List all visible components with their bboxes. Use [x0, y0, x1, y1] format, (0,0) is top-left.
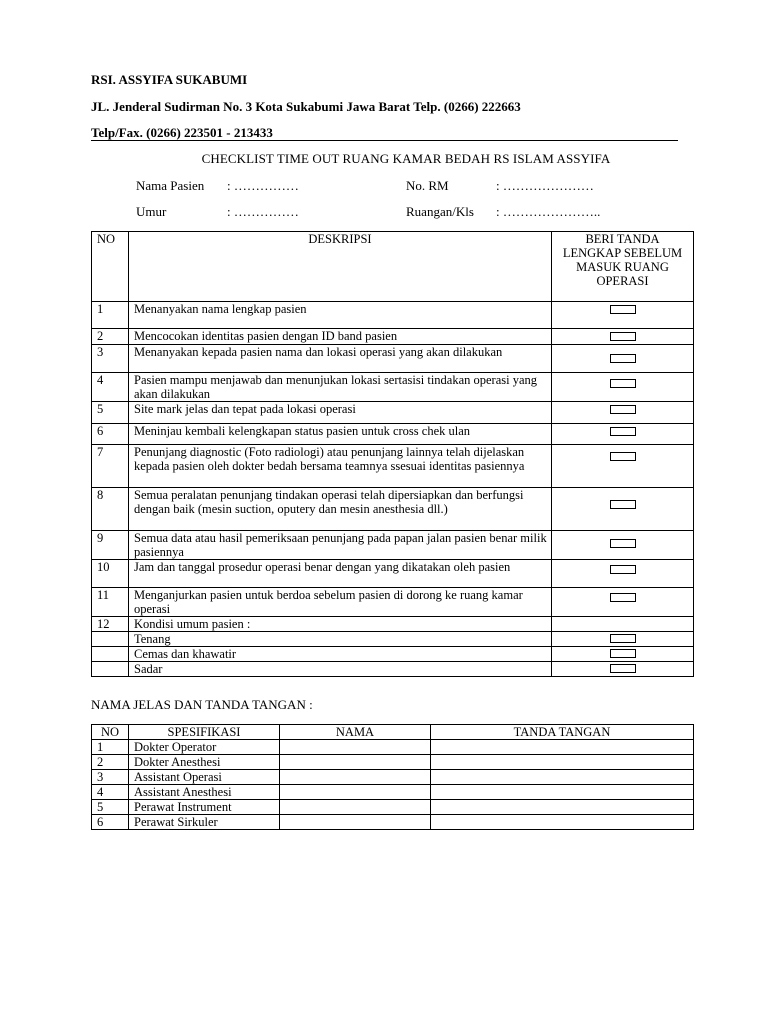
col-desc-header: DESKRIPSI: [129, 232, 552, 302]
table-row: [92, 560, 694, 588]
col-no-header: NO: [92, 232, 129, 302]
row-spec: Dokter Anesthesi: [129, 755, 280, 770]
row-no: 11: [92, 588, 129, 617]
checklist-header-row: [92, 232, 694, 302]
checkbox[interactable]: [610, 565, 636, 574]
checkbox[interactable]: [610, 664, 636, 673]
table-row: [92, 445, 694, 488]
col-name-header: NAMA: [280, 725, 431, 740]
table-row: [92, 632, 694, 647]
checkbox[interactable]: [610, 305, 636, 314]
row-desc: Site mark jelas dan tepat pada lokasi operasi: [129, 402, 552, 424]
table-row: [92, 647, 694, 662]
no-rm-label: No. RM: [406, 178, 449, 193]
checkbox[interactable]: [610, 379, 636, 388]
signature-header-row: [92, 725, 694, 740]
row-desc: Menanyakan nama lengkap pasien: [129, 302, 552, 329]
col-sign-header: TANDA TANGAN: [431, 725, 694, 740]
row-no: 8: [92, 488, 129, 531]
ruangan-label: Ruangan/Kls: [406, 204, 474, 219]
table-row: [92, 755, 694, 770]
row-no: 1: [92, 302, 129, 329]
name-field[interactable]: [280, 800, 431, 815]
row-desc: Semua data atau hasil pemeriksaan penunjang pada papan jalan pasien benar milik pasiennya: [129, 531, 552, 560]
row-no: 7: [92, 445, 129, 488]
row-no: 2: [92, 755, 129, 770]
row-no: 5: [92, 402, 129, 424]
row-no: 5: [92, 800, 129, 815]
table-row: [92, 329, 694, 345]
row-desc: Meninjau kembali kelengkapan status pasien untuk cross chek ulan: [129, 424, 552, 445]
table-row: [92, 662, 694, 677]
name-field[interactable]: [280, 815, 431, 830]
kondisi-option: Cemas dan khawatir: [129, 647, 552, 662]
row-no: 4: [92, 373, 129, 402]
row-desc: Kondisi umum pasien :: [129, 617, 552, 632]
signature-field[interactable]: [431, 740, 694, 755]
col-no-header: NO: [92, 725, 129, 740]
nama-pasien-label: Nama Pasien: [136, 178, 205, 193]
checkbox[interactable]: [610, 539, 636, 548]
row-no: 9: [92, 531, 129, 560]
signature-heading: NAMA JELAS DAN TANDA TANGAN :: [91, 697, 313, 712]
table-row: [92, 373, 694, 402]
row-no: 3: [92, 345, 129, 373]
signature-field[interactable]: [431, 815, 694, 830]
checkbox[interactable]: [610, 405, 636, 414]
hospital-name: RSI. ASSYIFA SUKABUMI: [91, 72, 248, 87]
row-desc: Pasien mampu menjawab dan menunjukan lokasi sertasisi tindakan operasi yang akan dilakukan: [129, 373, 552, 402]
table-row: [92, 424, 694, 445]
table-row: [92, 402, 694, 424]
table-row: [92, 488, 694, 531]
hospital-phone: Telp/Fax. (0266) 223501 - 213433: [91, 125, 273, 140]
table-row: [92, 740, 694, 755]
row-no: 12: [92, 617, 129, 632]
umur-label: Umur: [136, 204, 167, 219]
checklist-table: [91, 231, 694, 677]
row-desc: Menanyakan kepada pasien nama dan lokasi operasi yang akan dilakukan: [129, 345, 552, 373]
nama-pasien-field[interactable]: : ……………: [227, 178, 299, 193]
checkbox[interactable]: [610, 593, 636, 602]
row-spec: Perawat Instrument: [129, 800, 280, 815]
no-rm-field[interactable]: : …………………: [496, 178, 594, 193]
table-row: [92, 800, 694, 815]
umur-field[interactable]: : ……………: [227, 204, 299, 219]
name-field[interactable]: [280, 770, 431, 785]
table-row: [92, 785, 694, 800]
row-no: 6: [92, 815, 129, 830]
row-no: 3: [92, 770, 129, 785]
checkbox[interactable]: [610, 452, 636, 461]
col-mark-header: BERI TANDA LENGKAP SEBELUM MASUK RUANG OPERASI: [552, 232, 694, 302]
row-spec: Assistant Anesthesi: [129, 785, 280, 800]
row-desc: Menganjurkan pasien untuk berdoa sebelum pasien di dorong ke ruang kamar operasi: [129, 588, 552, 617]
checkbox[interactable]: [610, 354, 636, 363]
checkbox[interactable]: [610, 649, 636, 658]
table-row: [92, 531, 694, 560]
signature-field[interactable]: [431, 800, 694, 815]
name-field[interactable]: [280, 740, 431, 755]
col-spec-header: SPESIFIKASI: [129, 725, 280, 740]
row-desc: Mencocokan identitas pasien dengan ID band pasien: [129, 329, 552, 345]
hospital-address: JL. Jenderal Sudirman No. 3 Kota Sukabumi Jawa Barat Telp. (0266) 222663: [91, 99, 521, 114]
row-desc: Jam dan tanggal prosedur operasi benar dengan yang dikatakan oleh pasien: [129, 560, 552, 588]
table-row: [92, 815, 694, 830]
checkbox[interactable]: [610, 332, 636, 341]
row-no: 2: [92, 329, 129, 345]
table-row: [92, 302, 694, 329]
row-desc: Penunjang diagnostic (Foto radiologi) atau penunjang lainnya telah dijelaskan kepada pasien oleh dokter bedah bersama teamnya ssesuai identitas pasiennya: [129, 445, 552, 488]
table-row: [92, 588, 694, 617]
name-field[interactable]: [280, 785, 431, 800]
document-title: CHECKLIST TIME OUT RUANG KAMAR BEDAH RS ISLAM ASSYIFA: [201, 151, 611, 166]
signature-field[interactable]: [431, 770, 694, 785]
ruangan-field[interactable]: : …………………..: [496, 204, 601, 219]
row-no: 10: [92, 560, 129, 588]
header-divider: [91, 140, 678, 141]
row-no: 4: [92, 785, 129, 800]
checkbox[interactable]: [610, 427, 636, 436]
row-spec: Perawat Sirkuler: [129, 815, 280, 830]
row-no: 6: [92, 424, 129, 445]
row-no: 1: [92, 740, 129, 755]
table-row: [92, 345, 694, 373]
name-field[interactable]: [280, 755, 431, 770]
row-spec: Dokter Operator: [129, 740, 280, 755]
signature-field[interactable]: [431, 755, 694, 770]
checkbox[interactable]: [610, 634, 636, 643]
checkbox[interactable]: [610, 500, 636, 509]
kondisi-option: Sadar: [129, 662, 552, 677]
signature-table: [91, 724, 694, 830]
table-row: [92, 770, 694, 785]
row-spec: Assistant Operasi: [129, 770, 280, 785]
signature-field[interactable]: [431, 785, 694, 800]
kondisi-option: Tenang: [129, 632, 552, 647]
table-row: [92, 617, 694, 632]
row-desc: Semua peralatan penunjang tindakan operasi telah dipersiapkan dan berfungsi dengan baik (mesin suction, oputery dan mesin anesthesia dll.): [129, 488, 552, 531]
